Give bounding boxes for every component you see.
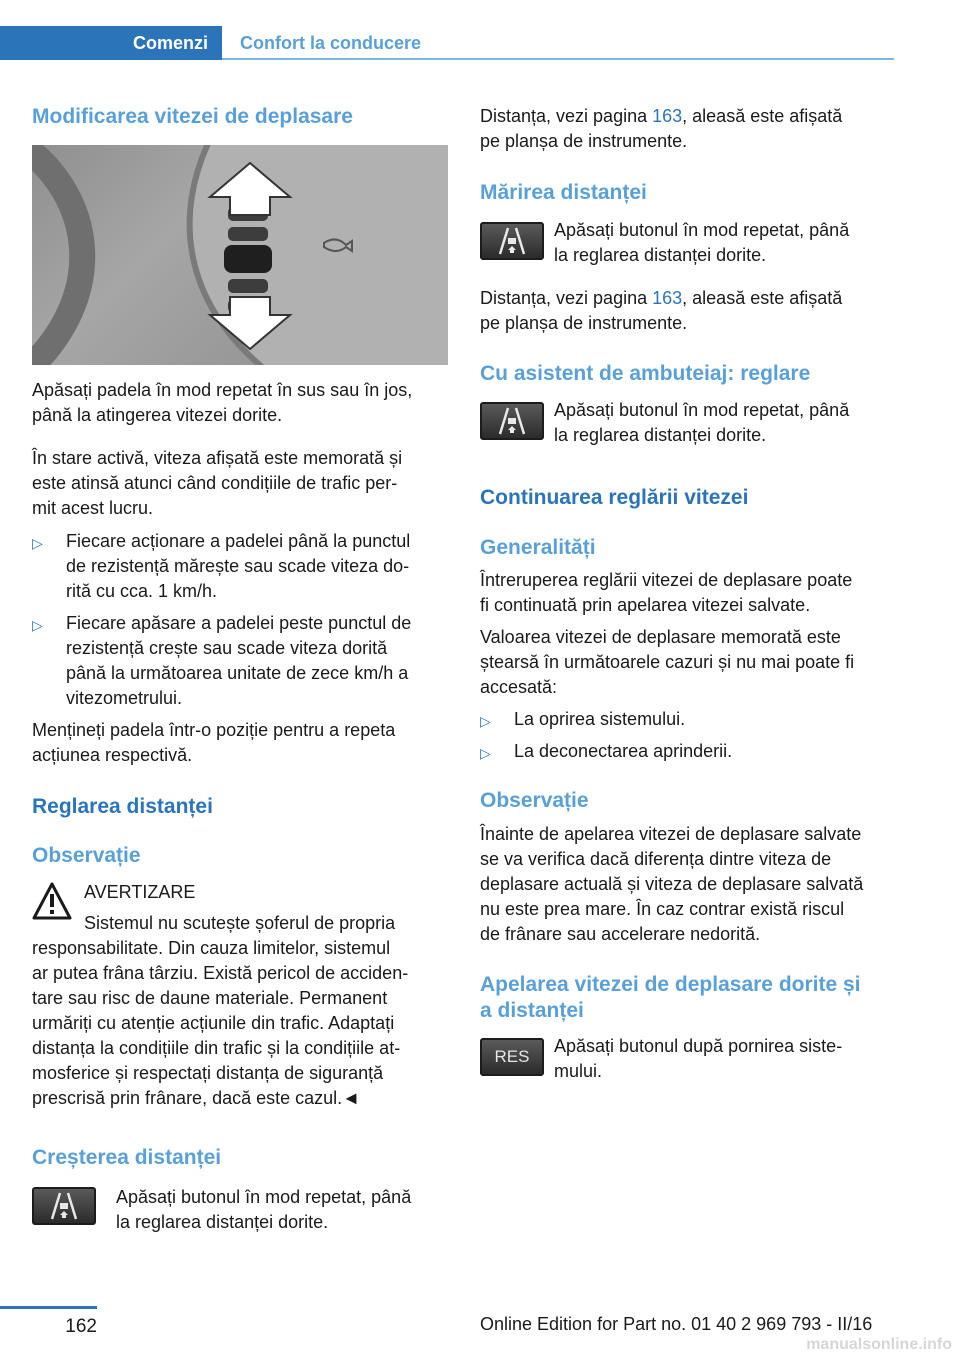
paragraph-before-recall: Înainte de apelarea vitezei de deplasare salvate se va verifica dacă diferența dintre viteza de deplasare actuală și viteza de deplasare salvată nu este prea mare. În caz contrar există riscul de frânare sau accelerare nedorită. xyxy=(480,824,864,944)
paragraph-increase: Apăsați butonul în mod repetat, până la reglarea distanței dorite. xyxy=(116,1187,412,1232)
paragraph-press-paddle: Apăsați padela în mod repetat în sus sau în jos, până la atingerea vitezei dorite. xyxy=(32,380,413,425)
paragraph-distance-see-page-2: Distanța, vezi pagina 163, aleasă este afișată pe planșa de instrumente. xyxy=(480,288,843,333)
header-bar xyxy=(0,0,960,64)
footer-divider xyxy=(0,1306,97,1309)
list-item: ▷ La deconectarea aprinderii. xyxy=(480,739,896,766)
bullet-triangle-icon: ▷ xyxy=(32,617,43,633)
heading-continue-speed: Continuarea reglării vitezei xyxy=(480,486,749,509)
bullet-triangle-icon: ▷ xyxy=(480,745,491,761)
heading-note: Observație xyxy=(32,844,141,867)
heading-distance-adjust: Reglarea distanței xyxy=(32,795,213,818)
watermark: manualsonline.info xyxy=(806,1336,952,1353)
heading-traffic-jam-assistant: Cu asistent de ambuteiaj: reglare xyxy=(480,362,811,385)
paragraph-active-state: În stare activă, viteza afișată este memorată și este atinsă atunci când condițiile de trafic per‐ mit acest lucru. xyxy=(32,448,403,518)
paragraph-hold-paddle: Mențineți padela într-o poziție pentru a repeta acțiunea respectivă. xyxy=(32,720,396,765)
bullet-triangle-icon: ▷ xyxy=(32,535,43,551)
heading-increase-distance: Creșterea distanței xyxy=(32,1146,222,1169)
warning-text: responsabilitate. Din cauza limitelor, sistemul ar putea frâna târziu. Există pericol de acciden‐ tare sau risc de daune materiale. Permanent urmăriți cu atenție acțiunile din trafic. Adaptați distanța la condițiile din trafic și la condițiile at‐ mosferice și respectați distanța de siguranță prescrisă prin frânare, dacă este cazul.◄ xyxy=(32,938,409,1108)
heading-general: Generalități xyxy=(480,536,596,559)
bullet-triangle-icon: ▷ xyxy=(480,713,491,729)
tab-confort-la-conducere[interactable]: Confort la conducere xyxy=(240,33,422,53)
paragraph-decrease: Apăsați butonul în mod repetat, până la reglarea distanței dorite. xyxy=(554,220,850,265)
warning-line: Sistemul nu scutește șoferul de propria xyxy=(84,913,396,933)
paragraph-recall: Apăsați butonul după pornirea siste‐ mului. xyxy=(554,1036,843,1081)
header-divider xyxy=(222,58,894,60)
heading-modify-speed: Modificarea vitezei de deplasare xyxy=(32,105,353,128)
heading-note-2: Observație xyxy=(480,789,589,812)
list-item: ▷ Fiecare apăsare a padelei peste punctul de rezistență crește sau scade viteza dorită până la următoarea unitate de zece km/h a vitezometrului. xyxy=(32,611,448,711)
list-item: ▷ La oprirea sistemului. xyxy=(480,707,896,734)
res-button-icon: RES xyxy=(480,1038,544,1076)
paragraph-distance-see-page: Distanța, vezi pagina 163, aleasă este afișată pe planșa de instrumente. xyxy=(480,106,843,151)
heading-decrease-distance: Mărirea distanței xyxy=(480,181,647,204)
warning-title: AVERTIZARE xyxy=(84,882,196,902)
distance-button-icon xyxy=(480,402,544,440)
distance-button-icon xyxy=(480,222,544,260)
heading-recall-speed: Apelarea vitezei de deplasare dorite și a distanței xyxy=(480,973,861,1022)
page-link[interactable]: 163 xyxy=(652,106,683,126)
paragraph-stored-speed: Valoarea vitezei de deplasare memorată este ștearsă în următoarele cazuri și nu mai poate fi accesată: xyxy=(480,627,855,697)
paragraph-interrupt: Întreruperea reglării vitezei de deplasare poate fi continuată prin apelarea vitezei salvate. xyxy=(480,570,853,615)
edition-info: Online Edition for Part no. 01 40 2 969 793 - II/16 xyxy=(480,1314,873,1334)
page-number: 162 xyxy=(65,1316,97,1337)
paragraph-traffic: Apăsați butonul în mod repetat, până la reglarea distanței dorite. xyxy=(554,400,850,445)
tab-comenzi[interactable]: Comenzi xyxy=(0,26,222,60)
page-link[interactable]: 163 xyxy=(652,288,683,308)
list-item: ▷ Fiecare acționare a padelei până la punctul de rezistență mărește sau scade viteza do‐ rită cu cca. 1 km/h. xyxy=(32,529,448,604)
distance-button-icon xyxy=(32,1187,96,1225)
steering-wheel-paddle-image xyxy=(32,145,448,365)
warning-triangle-icon xyxy=(32,882,72,920)
